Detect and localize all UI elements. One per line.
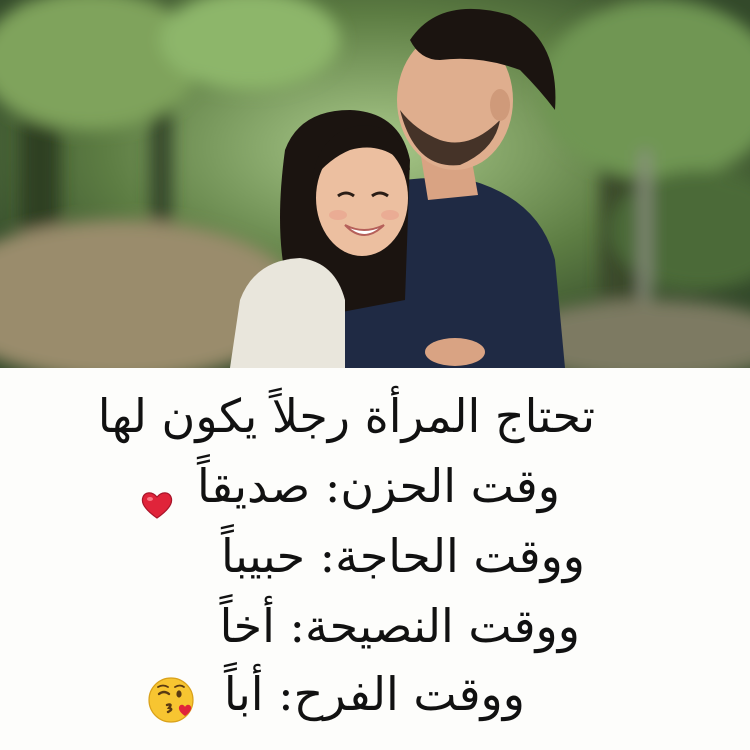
quote-line-4: ووقت النصيحة: أخاً: [219, 599, 580, 653]
red-heart-icon: [140, 490, 174, 520]
quote-line-3: ووقت الحاجة: حبيباً: [220, 529, 585, 583]
couple-photo: [0, 0, 750, 368]
quote-line-2: وقت الحزن: صديقاً: [196, 459, 560, 513]
quote-line-5: ووقت الفرح: أباً: [223, 667, 525, 721]
quote-line-1: تحتاج المرأة رجلاً يكون لها: [97, 389, 595, 443]
couple-photo-illustration: [0, 0, 750, 368]
face-blowing-kiss-icon: [147, 676, 195, 724]
quote-block: [0, 368, 750, 750]
